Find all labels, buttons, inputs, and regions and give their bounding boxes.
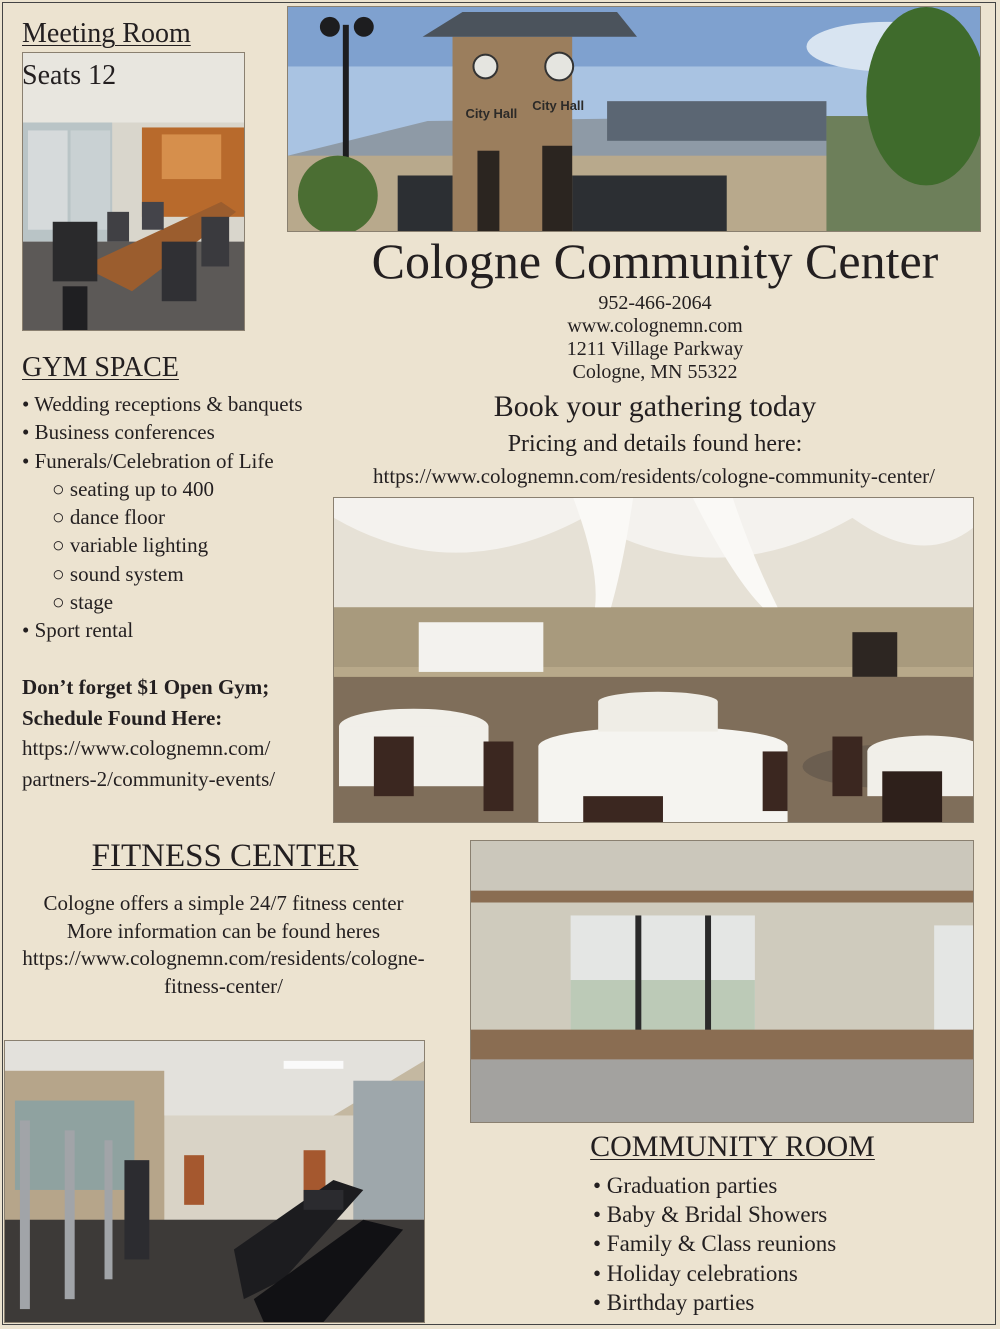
community-item-holiday: • Holiday celebrations [593,1260,798,1286]
schedule-url-link[interactable] [22,733,275,795]
community-item-birthday: • Birthday parties [593,1289,755,1315]
meeting-room-title: Meeting Room [22,18,191,49]
page-title: Cologne Community Center [371,233,939,289]
schedule-url-line-1: https://www.colognemn.com/ [22,736,271,760]
contact-block [340,292,970,384]
book-heading: Book your gathering today [493,390,817,423]
fitness-center-text [0,890,447,1000]
phone-number: 952-466-2064 [598,292,712,314]
address-line-2: Cologne, MN 55322 [572,361,738,383]
community-item-graduation: • Graduation parties [593,1173,778,1198]
schedule-url-line-2: partners-2/community-events/ [22,767,276,791]
gym-space-title: GYM SPACE [22,352,179,383]
community-item-showers: • Baby & Bridal Showers [593,1202,828,1228]
fitness-url-line-2[interactable]: fitness-center/ [164,973,283,998]
gym-item-funerals: • Funerals/Celebration of Life [22,448,274,473]
fitness-center-photo [4,1040,425,1323]
open-gym-line-2: Schedule Found Here: [22,706,223,730]
gym-space-list [22,390,303,645]
community-room-title: COMMUNITY ROOM [590,1130,875,1163]
gym-subitem-lighting: ○ variable lighting [52,533,209,558]
meeting-room-seats: Seats 12 [22,60,117,91]
pricing-text: Pricing and details found here: [507,431,803,457]
gym-subitem-stage: ○ stage [52,590,114,615]
gym-item-sport-rental: • Sport rental [22,618,134,643]
fitness-line-2: More information can be found heres [66,918,381,943]
fitness-center-title: FITNESS CENTER [91,838,359,874]
fitness-line-1: Cologne offers a simple 24/7 fitness center [43,891,404,915]
city-hall-photo [287,6,981,232]
community-room-photo [470,840,974,1123]
open-gym-line-1: Don’t forget $1 Open Gym; [22,675,270,699]
city-hall-sign-right: City Hall [532,98,585,114]
open-gym-notice [22,672,269,734]
community-item-reunions: • Family & Class reunions [593,1231,837,1257]
address-line-1: 1211 Village Parkway [566,338,744,360]
gym-subitem-seating: ○ seating up to 400 [52,476,215,501]
city-hall-sign-left: City Hall [465,106,518,121]
community-room-list [593,1171,836,1317]
website-link[interactable]: www.colognemn.com [567,315,743,337]
gym-item-weddings: • Wedding receptions & banquets [22,392,303,416]
banquet-hall-photo [333,497,974,823]
fitness-url-line-1[interactable]: https://www.colognemn.com/residents/cologne- [22,946,425,970]
gym-subitem-sound: ○ sound system [52,561,184,586]
gym-item-conferences: • Business conferences [22,420,215,445]
gym-subitem-dance-floor: ○ dance floor [52,505,165,530]
pricing-url-link[interactable]: https://www.colognemn.com/residents/cologne-community-center/ [372,464,935,488]
